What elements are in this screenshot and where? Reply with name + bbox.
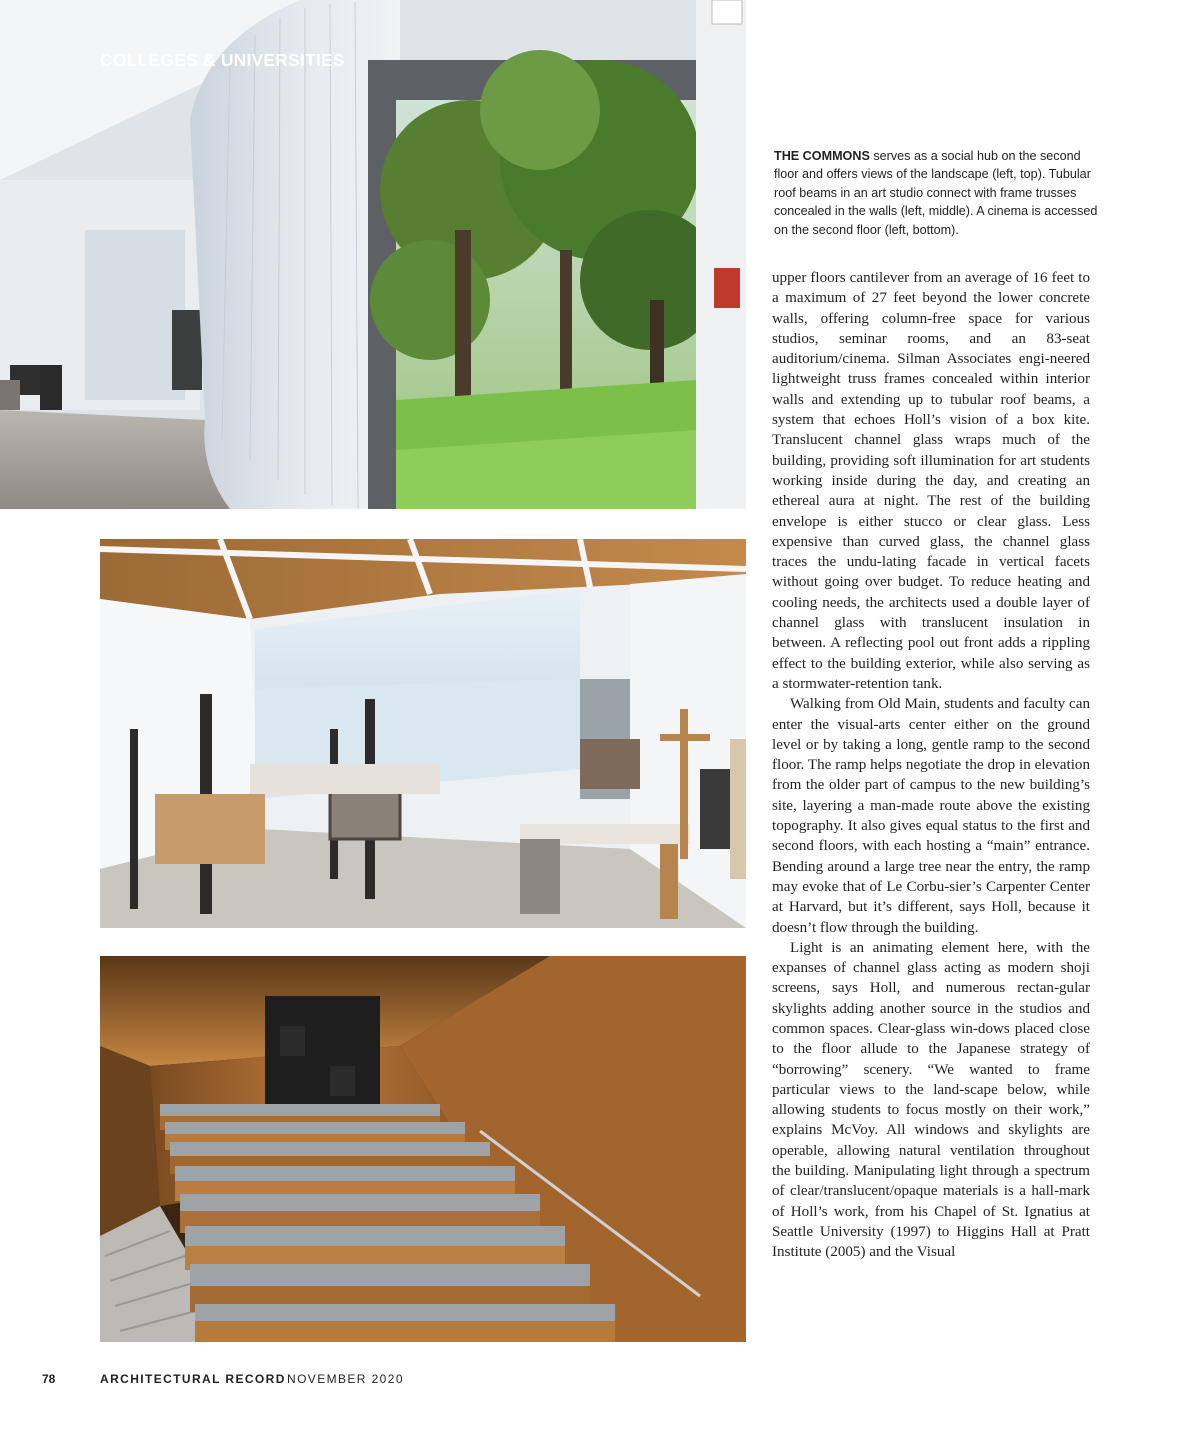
commons-photo [0, 0, 746, 509]
art-studio-photo [100, 539, 746, 928]
cinema-photo [100, 956, 746, 1342]
cinema-illustration [100, 956, 746, 1342]
page-number: 78 [42, 1372, 56, 1386]
caption-text: serves as a social hub on the second floor and offers views of the landscape (left, top). Tubular roof beams in an art studio connect with frame trusses concealed in the walls (left, middle). A cinema is accessed on the second floor (left, bottom). [774, 149, 1098, 237]
article-body [772, 268, 1090, 1263]
magazine-name: ARCHITECTURAL RECORD [100, 1372, 286, 1386]
commons-illustration [0, 0, 746, 509]
caption-lead: THE COMMONS [774, 149, 870, 163]
section-label: COLLEGES & UNIVERSITIES [100, 50, 345, 70]
body-paragraph-1: upper floors cantilever from an average of 16 feet to a maximum of 27 feet beyond the lower concrete walls, offering column-free space for various studios, seminar rooms, and an 83-seat auditorium/cinema. Silman Associates engi-neered lightweight truss frames concealed within interior walls and extending up to tubular roof beams, a system that echoes Holl’s vision of a box kite. Translucent channel glass wraps much of the building, providing soft illumination for art students working inside during the day, and creating an ethereal aura at night. The rest of the building envelope is either stucco or clear glass. Less expensive than curved glass, the channel glass traces the undu-lating facade in vertical facets without going over budget. To reduce heating and cooling needs, the architects used a double layer of channel glass with translucent insulation in between. A reflecting pool out front adds a rippling effect to the building exterior, while also serving as a stormwater-retention tank. [772, 270, 1090, 692]
art-studio-illustration [100, 539, 746, 928]
photo-caption [774, 147, 1100, 239]
body-paragraph-3: Light is an animating element here, with the expanses of channel glass acting as modern shoji screens, says Holl, and numerous rectan-gular skylights adding another source in the studios and common spaces. Clear-glass win-dows placed close to the floor allude to the Japanese strategy of “borrowing” scenery. “We wanted to frame particular views to the land-scape below, while allowing students to focus mostly on their work,” explains McVoy. All windows and skylights are operable, allowing natural ventilation throughout the building. Manipulating light through a spectrum of clear/translucent/opaque materials is a hall-mark of Holl’s work, from his Chapel of St. Ignatius at Seattle University (1997) to Higgins Hall at Pratt Institute (2005) and the Visual [772, 939, 1090, 1261]
issue-date: NOVEMBER 2020 [287, 1372, 404, 1386]
body-paragraph-2: Walking from Old Main, students and faculty can enter the visual-arts center either on the ground level or by taking a long, gentle ramp to the second floor. The ramp helps negotiate the drop in elevation from the older part of campus to the new building’s site, layering a man-made route above the existing topography. It also gives equal status to the first and second floors, with each hosting a “main” entrance. Bending around a large tree near the entry, the ramp may evoke that of Le Corbu-sier’s Carpenter Center at Harvard, but it’s different, says Holl, because it doesn’t flow through the building. [772, 696, 1090, 936]
